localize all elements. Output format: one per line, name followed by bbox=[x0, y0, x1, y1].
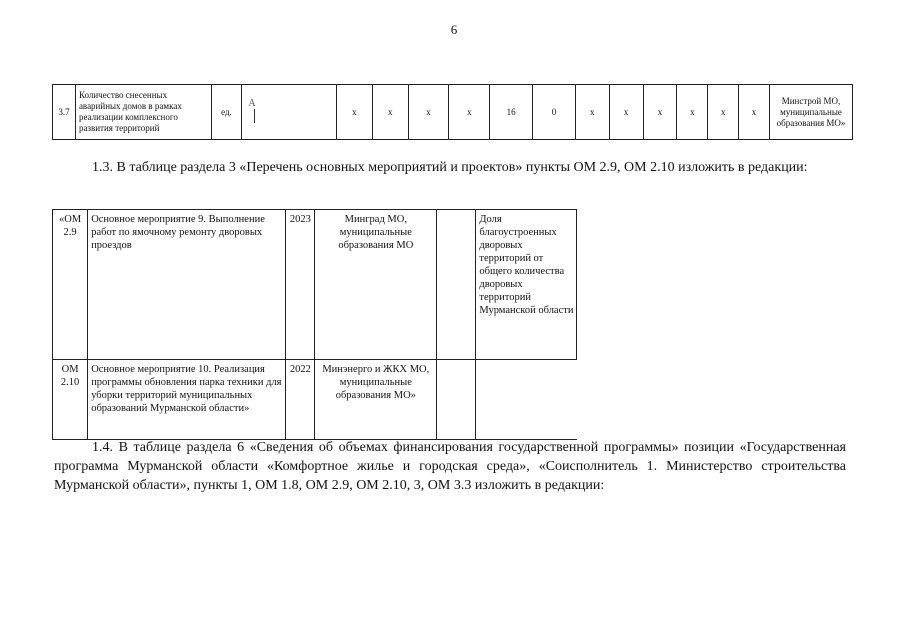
value-cell: х bbox=[739, 85, 770, 140]
table-row bbox=[53, 360, 577, 440]
unit-cell: ед. bbox=[211, 85, 242, 140]
table-row bbox=[53, 210, 577, 360]
value-cell: х bbox=[609, 85, 643, 140]
measure-executor: Минград МО, муниципальные образования МО bbox=[315, 210, 437, 360]
table-row bbox=[53, 85, 853, 140]
empty-cell bbox=[437, 360, 476, 440]
value-cell: х bbox=[336, 85, 372, 140]
measure-indicator bbox=[476, 360, 577, 440]
measure-name: Основное мероприятие 10. Реализация программы обновления парка техники для уборки территорий муниципальных образований Мурманской области» bbox=[88, 360, 286, 440]
value-cell: х bbox=[575, 85, 609, 140]
paragraph-1-4: 1.4. В таблице раздела 6 «Сведения об объемах финансирования государственной программы» позиции «Государственная программа Мурманской области «Комфортное жилье и городская среда», «Соисполнитель 1. Министерство строительства Мурманской области», пункты 1, ОМ 1.8, ОМ 2.9, ОМ 2.10, 3, ОМ 3.3 изложить в редакции: bbox=[54, 440, 846, 493]
empty-cell bbox=[437, 210, 476, 360]
value-cell: х bbox=[643, 85, 677, 140]
measure-year: 2022 bbox=[286, 360, 315, 440]
value-cell: х bbox=[708, 85, 739, 140]
paragraph-1-3: 1.3. В таблице раздела 3 «Перечень основных мероприятий и проектов» пункты ОМ 2.9, ОМ 2.10 изложить в редакции: bbox=[92, 160, 808, 175]
measure-name: Основное мероприятие 9. Выполнение работ по ямочному ремонту дворовых проездов bbox=[88, 210, 286, 360]
measure-year: 2023 bbox=[286, 210, 315, 360]
indicator-name: Количество снесенных аварийных домов в рамках реализации комплексного развития территорий bbox=[75, 85, 211, 140]
value-cell: х bbox=[372, 85, 408, 140]
handwritten-mark: А bbox=[242, 85, 337, 140]
value-cell: 16 bbox=[490, 85, 533, 140]
measure-number: «ОМ 2.9 bbox=[53, 210, 88, 360]
measures-table bbox=[52, 209, 577, 440]
row-number: 3.7 bbox=[53, 85, 76, 140]
responsible-cell: Минстрой МО, муниципальные образования МО» bbox=[769, 85, 852, 140]
page-number: 6 bbox=[450, 22, 458, 37]
indicator-table bbox=[52, 84, 853, 140]
value-cell: х bbox=[677, 85, 708, 140]
measure-number: ОМ 2.10 bbox=[53, 360, 88, 440]
value-cell: 0 bbox=[533, 85, 576, 140]
measure-executor: Минэнерго и ЖКХ МО, муниципальные образования МО» bbox=[315, 360, 437, 440]
value-cell: х bbox=[408, 85, 449, 140]
value-cell: х bbox=[449, 85, 490, 140]
measure-indicator: Доля благоустроенных дворовых территорий от общего количества дворовых территорий Мурманской области bbox=[476, 210, 577, 360]
